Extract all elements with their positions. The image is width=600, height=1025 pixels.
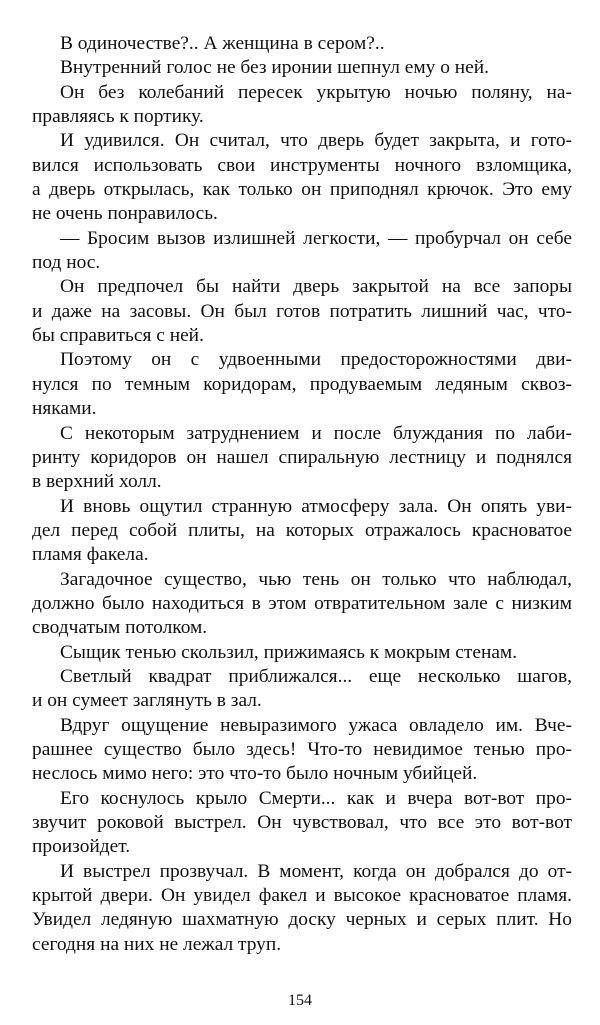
text-line: — Бросим вызов излишней легкости, — пробурчал он себе bbox=[60, 227, 572, 249]
text-line: должно было находиться в этом отвратительном зале с низким bbox=[32, 592, 572, 614]
text-line: неслось мимо него: это что-то было ночным убийцей. bbox=[32, 763, 478, 785]
text-line: под нос. bbox=[32, 252, 101, 274]
page-number: 154 bbox=[288, 992, 312, 1009]
text-line: ринту коридоров он нашел спиральную лестницу и поднялся bbox=[32, 446, 572, 468]
text-line: правляясь к портику. bbox=[32, 106, 204, 128]
text-line: бы справиться с ней. bbox=[32, 325, 204, 347]
text-line: И вновь ощутил странную атмосферу зала. Он опять уви- bbox=[60, 495, 572, 517]
text-line: В одиночестве?.. А женщина в сером?.. bbox=[60, 33, 385, 54]
text-line: и даже на засовы. Он был готов потратить лишний час, что- bbox=[32, 300, 572, 322]
text-line: и он сумеет заглянуть в зал. bbox=[32, 690, 262, 712]
text-line: С некоторым затруднением и после блуждания по лаби- bbox=[60, 422, 572, 444]
text-line: сегодня на них не лежал труп. bbox=[32, 933, 282, 955]
text-line: дел перед собой плиты, на которых отражалось красноватое bbox=[32, 519, 572, 541]
text-line: Внутренний голос не без иронии шепнул ему о ней. bbox=[60, 57, 489, 79]
text-line: а дверь открылась, как только он приподнял крючок. Это ему bbox=[32, 179, 572, 201]
text-line: Его коснулось крыло Смерти... как и вчера вот-вот про- bbox=[60, 787, 572, 809]
text-line: не очень понравилось. bbox=[32, 203, 218, 225]
text-line: вился использовать свои инструменты ночного взломщика, bbox=[32, 154, 572, 176]
text-line: И выстрел прозвучал. В момент, когда он добрался до от- bbox=[60, 860, 572, 882]
text-line: сводчатым потолком. bbox=[32, 617, 208, 639]
text-line: няками. bbox=[32, 398, 97, 420]
text-line: Поэтому он с удвоенными предосторожностями дви- bbox=[60, 349, 572, 371]
text-line: И удивился. Он считал, что дверь будет закрыта, и гото- bbox=[60, 130, 572, 152]
text-line: в верхний холл. bbox=[32, 471, 162, 493]
text-line: звучит роковой выстрел. Он чувствовал, что все это вот-вот bbox=[32, 812, 572, 833]
page-body-text bbox=[32, 32, 572, 957]
text-line: нулся по темным коридорам, продуваемым ледяным сквоз- bbox=[32, 373, 572, 395]
text-line: Увидел ледяную шахматную доску черных и серых плит. Но bbox=[32, 909, 572, 931]
text-line: Загадочное существо, чью тень он только что наблюдал, bbox=[60, 568, 572, 590]
text-line: Он предпочел бы найти дверь закрытой на все запоры bbox=[60, 276, 572, 298]
text-line: Сыщик тенью скользил, прижимаясь к мокрым стенам. bbox=[60, 641, 518, 663]
text-line: крытой двери. Он увидел факел и высокое красноватое пламя. bbox=[32, 885, 572, 907]
text-line: рашнее существо было здесь! Что-то невидимое тенью про- bbox=[32, 738, 572, 760]
text-line: Светлый квадрат приближался... еще несколько шагов, bbox=[60, 665, 572, 687]
text-line: Вдруг ощущение невыразимого ужаса овладело им. Вче- bbox=[60, 714, 572, 736]
text-line: произойдет. bbox=[32, 836, 131, 858]
text-line: Он без колебаний пересек укрытую ночью поляну, на- bbox=[60, 81, 572, 103]
text-line: пламя факела. bbox=[32, 544, 149, 566]
